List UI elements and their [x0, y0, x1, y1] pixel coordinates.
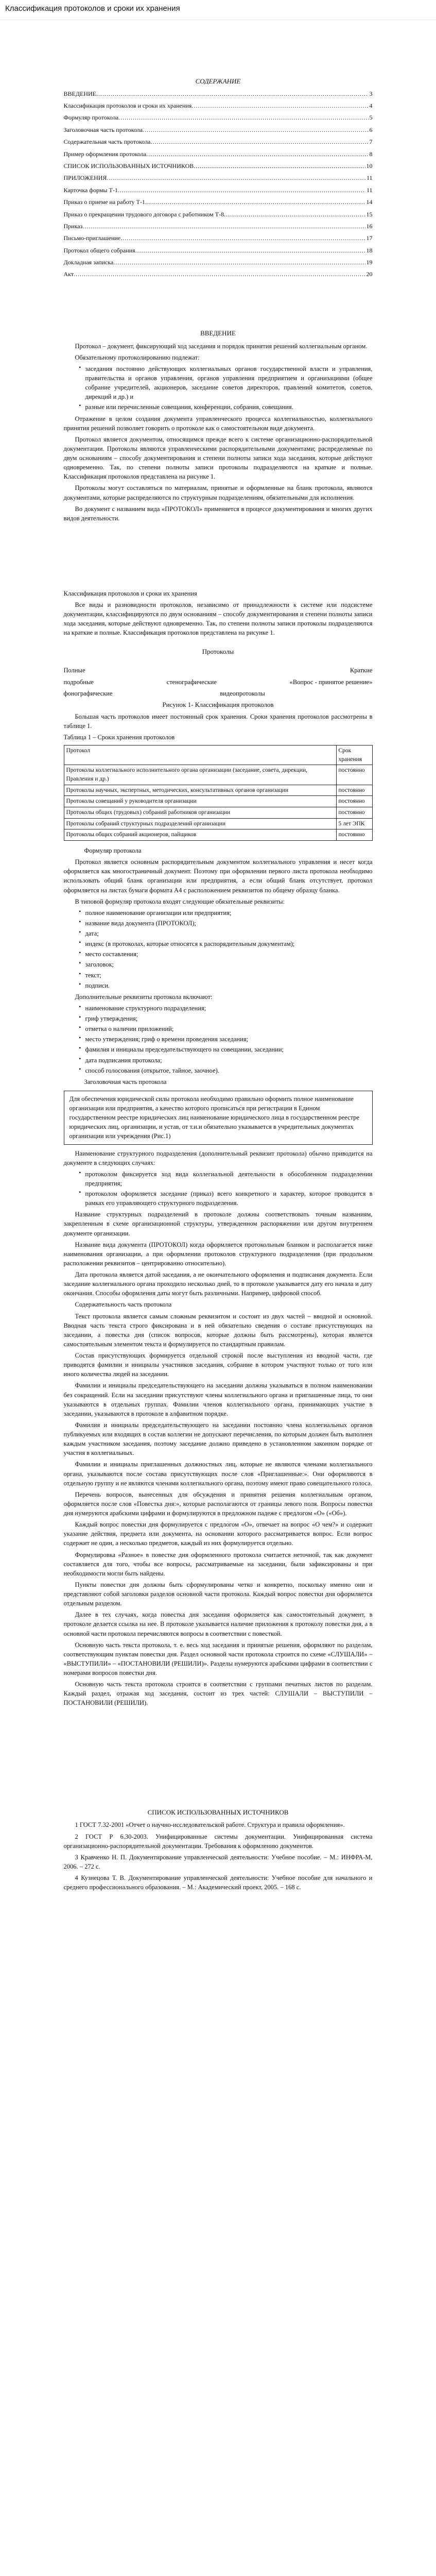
list-item: ▪ полное наименование организации или предприятия;: [79, 908, 373, 918]
paragraph: Протокол является основным распорядительным документом коллегиального управления и несет когда оформляется как многостраничный документ. Поэтому при оформлении первого листа протокола необходимо использовать общий бланк организации или предприятия, а если общий бланк отсутствует, протокол оформляется на листах бумаги формата А4 с расположением реквизитов по общему образцу бланка.: [63, 858, 373, 894]
table-row: [64, 807, 372, 819]
paragraph: Основную часть текста протокола, т. е. весь ход заседания и принятые решения, оформляют по разделам, соответствующим пунктам повестки дня. Раздел основной части протокола строится по схеме «СЛУШАЛИ» – «ВЫСТУПИЛИ» – «ПОСТАНОВИЛИ (РЕШИЛИ)». Разделы нумеруются арабскими цифрами в соответствии с номерами вопросов повестки дня.: [63, 1641, 373, 1677]
toc-item[interactable]: СПИСОК ИСПОЛЬЗОВАННЫХ ИСТОЧНИКОВ ..... 10: [64, 162, 373, 171]
table-row: [64, 765, 372, 785]
table-cell: постоянно: [336, 765, 372, 785]
diagram-node-video: видеопротоколы: [220, 689, 265, 697]
paragraph: Дополнительные реквизиты протокола включают:: [75, 993, 213, 1001]
subdivision-cases-list: [79, 1170, 373, 1208]
toc-item[interactable]: Приказ ..... 16: [64, 222, 373, 231]
diagram-level-1: [64, 666, 373, 675]
list-item: ▪ протоколом фиксируется ход вида коллегиальной деятельности в обособленном подразделении предприятия;: [79, 1170, 373, 1188]
paragraph: Содержательность часть протокола: [75, 1301, 172, 1309]
paragraph: В типовой формуляр протокола входят следующие обязательные реквизиты:: [75, 897, 285, 905]
table-cell: постоянно: [336, 785, 372, 796]
paragraph: Название структурных подразделений в протоколе должны соответствовать точным названиям, закрепленным в схеме организационной структуры, утвержденном распоряжении или другом внутреннем документе организации.: [63, 1211, 373, 1237]
table-row: [64, 785, 372, 796]
table-header-row: [64, 745, 372, 765]
toc-item[interactable]: Пример оформления протокола ..... 8: [64, 150, 373, 159]
list-item: ▪ место утверждения; гриф о времени проведения заседания;: [79, 1035, 373, 1044]
toc-item[interactable]: Докладная записка ..... 19: [64, 258, 373, 267]
table-cell: Протоколы коллегиального исполнительного органа организации (заседание, совета, дирекции, Правления и др.): [64, 765, 336, 785]
table-header-cell: Протокол: [64, 745, 336, 765]
paragraph: Протоколы могут составляться по материалам, принятые и оформленные на бланк протокола, являются документами, которые распределяются по структурным подразделениям, обязательными для исполнения.: [63, 484, 373, 501]
legal-name-note-box: Для обеспечения юридической силы протокола необходимо правильно оформить полное наименование организации или предприятия, а качество которого прописаться при регистрации в Едином государственном реестре юридических лиц наименование юридического лица в государственном реестре юридических лиц, организации, и устав, от т.и.и обязательно указывается в учредительных документах организации или учреждения (Рис.1): [64, 1091, 373, 1145]
table-cell: Протоколы собраний структурных подразделений организации: [64, 818, 336, 829]
storage-periods-table: [64, 745, 373, 841]
toc-item[interactable]: Письмо-приглашение ..... 17: [64, 234, 373, 243]
list-item: ▪ заседания постоянно действующих коллегиальных органов государственной власти и управления, правительства и органов управления, органов управления предприятием и организациями (общее собрание учредителей, акционеров, заседание советов директоров, правлений комитетов, советов, дирекций и др.) и: [79, 364, 373, 402]
required-requisites-list: [79, 908, 373, 990]
paragraph: Обязательному протоколированию подлежат:: [75, 353, 200, 361]
paragraph: Основную часть текста протокола строится в соответствии с группами печатных листов по разделам. Каждый раздел, отражая ход заседания, состоит из трех частей: СЛУШАЛИ – ВЫСТУПИЛИ – ПОСТАНОВИЛИ (РЕШИЛИ).: [63, 1681, 373, 1707]
table-row: [64, 829, 372, 841]
reference-item: 4 Кузнецова Т. В. Документирование управленческой деятельности: Учебное пособие для начального и среднего профессионального образования. – М.: Академический проект, 2005. – 168 с.: [63, 1874, 373, 1891]
paragraph: Все виды и разновидности протоколов, независимо от принадлежности к системе или подсистеме документации, классифицируются по двум основаниям – способу документирования и степени полноты записи хода заседания, которые действуют одновременно. Так, по степени полноты записи протоколы подразделяются на краткие и полные. Классификация протоколов представлена на рисунке 1.: [63, 601, 373, 637]
paragraph: Во документ с названием вида «ПРОТОКОЛ» применяется в процессе документирования и многих других видов деятельности.: [63, 505, 373, 522]
list-item: ▪ наименование структурного подразделения;: [79, 1004, 373, 1013]
toc-item[interactable]: Заголовочная часть протокола ..... 6: [64, 126, 373, 134]
list-item: ▪ место составления;: [79, 950, 373, 959]
table-cell: Протоколы научных, экспертных, методических, консультативных органов организации: [64, 785, 336, 796]
list-item: ▪ дата подписания протокола;: [79, 1056, 373, 1065]
paragraph: Фамилии и инициалы председательствующего на заседании должны указываться в полном наименовании без сокращений. Если на заседании присутствуют члены коллегиального органа и приглашенные лица, то они указываются в отдельных группах. Фамилии членов коллегиального органа, принимающих участие в заседании, указываются в протоколе в алфавитном порядке.: [63, 1382, 373, 1417]
paragraph: Название вида документа (ПРОТОКОЛ) когда оформляется протокольным бланком и располагается ниже наименования организации, а при оформлении протоколов структурного подразделения (при продольном расположении реквизитов – центрированно относительно).: [63, 1241, 373, 1267]
paragraph: Протокол является документом, относящимся прежде всего к системе организационно-распорядительной документации. Протоколы являются управленческими распорядительными документами; распределяемые по двум основаниям – способу документирования и степени полноты записи хода заседания, которые действуют одновременно. Так, по степени полноты записи протоколы подразделяются на краткие и полные. Классификация протоколов представлена на рисунке 1.: [63, 435, 373, 481]
list-item: ▪ индекс (в протоколах, которые относятся к распорядительным документам);: [79, 939, 373, 948]
table-of-contents: [64, 90, 373, 279]
paragraph: Наименование структурного подразделения (дополнительный реквизит протокола) обычно приводится на документе в следующих случаях:: [63, 1149, 373, 1166]
references-list: [64, 1820, 373, 1892]
toc-item[interactable]: Приказ о прекращении трудового договора с работником Т-8 ..... 15: [64, 210, 373, 219]
list-item: ▪ гриф утверждения;: [79, 1014, 373, 1023]
toc-heading: СОДЕРЖАНИЕ: [195, 77, 241, 85]
paragraph: Перечень вопросов, вынесенных для обсуждения и принятия решения коллегиальным органом, оформляется после слов «Повестка дня:», которые располагаются от границы левого поля. Вопросы повестки дня нумеруются арабскими цифрами и формулируются в предложном падеже с предлогом «О» («Об»).: [63, 1490, 373, 1517]
list-item: ▪ текст;: [79, 971, 373, 980]
optional-requisites-list: [79, 1004, 373, 1075]
diagram-node-question-decision: «Вопрос - принятое решение»: [289, 678, 373, 686]
table-row: [64, 818, 372, 829]
table-cell: Протоколы общих собраний акционеров, пайщиков: [64, 829, 336, 841]
toc-item[interactable]: ПРИЛОЖЕНИЯ ..... 11: [64, 174, 373, 182]
table-cell: постоянно: [336, 796, 372, 807]
paragraph: Далее в тех случаях, когда повестка дня заседания оформляется как самостоятельный документ, в протоколе делается ссылка на нее. В протоколе указывается наличие приложения к протоколу повестки дня, а в основной части протокола перечисляются вопросы в соответствии с повесткой.: [63, 1611, 373, 1637]
toc-item[interactable]: Содержательная часть протокола ..... 7: [64, 138, 373, 146]
table-cell: Протоколы общих (трудовых) собраний работников организации: [64, 807, 336, 819]
toc-item[interactable]: Классификация протоколов и сроки их хранения ..... 4: [64, 101, 373, 110]
diagram-node-short: Краткие: [350, 667, 373, 674]
table-caption: Таблица 1 – Сроки хранения протоколов: [63, 733, 175, 741]
page-title: Классификация протоколов и сроки их хранения: [0, 0, 436, 20]
reference-item: 3 Кравченко Н. П. Документирование управленческой деятельности: Учебное пособие. – М.: ИНФРА-М, 2006. – 272 с.: [63, 1853, 373, 1870]
list-item: ▪ способ голосования (открытое, тайное, заочное).: [79, 1066, 373, 1075]
diagram-node-detailed: подробные: [63, 678, 94, 686]
list-item: ▪ название вида документа (ПРОТОКОЛ);: [79, 919, 373, 928]
diagram-node-phonographic: фонографические: [63, 689, 113, 697]
table-cell: 5 лет ЭПК: [336, 818, 372, 829]
paragraph: Дата протокола является датой заседания, а не окончательного оформления и подписания документа. Если заседание коллегиального органа проходило несколько дней, то в протоколе указывается дату его начала и дату окончания. Способы оформления даты могут быть различными. Например, цифровой способ.: [63, 1271, 373, 1297]
document-body: [64, 20, 373, 1936]
diagram-root: Протоколы: [202, 647, 234, 655]
list-item: ▪ протоколом оформляется заседание (приказ) всего конкретного и характер, которое проводится в рамках его управляющего структурного подразделения.: [79, 1189, 373, 1208]
list-item: ▪ дата;: [79, 929, 373, 938]
paragraph: Каждый вопрос повестки дня формулируется с предлогом «О», отвечает на вопрос «О чем?» и содержит указание действия, предмета или документа, на основании которого рассматривается вопрос. Если вопрос содержит не один, а несколько предметов, каждый из них формулируется отдельно.: [63, 1521, 373, 1547]
paragraph: Фамилия и инициалы председательствующего на заседании постоянно члена коллегиальных органов публикуемых или входящих в состав коллегии не допускают перечисления, по которым должен быть выполнен каждым участником заседания, поэтому заседание должно приведено в установленном законном порядке от участия в коллегиальных.: [63, 1421, 373, 1457]
reference-item: 2 ГОСТ Р 6.30-2003. Унифицированные системы документации. Унифицированная система организационно-распорядительной документации. Требования к оформлению документов.: [63, 1833, 373, 1850]
paragraph: Протокол – документ, фиксирующий ход заседания и порядок принятия решений коллегиальным органом.: [75, 342, 368, 350]
figure-caption: Рисунок 1- Классификация протоколов: [162, 700, 274, 708]
header-part-heading: Заголовочная часть протокола: [84, 1078, 167, 1086]
list-item: ▪ фамилия и инициалы председательствующего на совещании, заседании;: [79, 1045, 373, 1054]
table-cell: постоянно: [336, 829, 372, 841]
intro-bullet-list: [79, 364, 373, 412]
list-item: ▪ заголовок;: [79, 960, 373, 969]
toc-item[interactable]: Протокол общего собрания ..... 18: [64, 246, 373, 255]
paragraph: Состав присутствующих формируется отдельной строкой после выступления из вводной части, где приводятся фамилии и инициалы участников заседания, собрание в котором участвуют только от того или иного количества людей на заседании.: [63, 1352, 373, 1378]
diagram-node-full: Полные: [63, 667, 85, 674]
table-row: [64, 796, 372, 807]
table-cell: Протоколы совещаний у руководителя организации: [64, 796, 336, 807]
intro-heading: ВВЕДЕНИЕ: [200, 329, 236, 337]
diagram-level-2: [64, 677, 373, 687]
toc-item[interactable]: Акт ..... 20: [64, 270, 373, 279]
diagram-node-stenographic: стенографические: [166, 678, 217, 686]
table-cell: постоянно: [336, 807, 372, 819]
toc-item[interactable]: Формуляр протокола ..... 5: [64, 113, 373, 122]
toc-item[interactable]: Приказ о приеме на работу Т-1 ..... 14: [64, 198, 373, 207]
paragraph: Пункты повестки дня должны быть сформулированы четко и конкретно, поскольку именно они и представляют собой заголовки разделов основной части протокола. Каждый вопрос повестки дня оформляется отдельным разделом.: [63, 1581, 373, 1607]
references-heading: СПИСОК ИСПОЛЬЗОВАННЫХ ИСТОЧНИКОВ: [147, 1808, 289, 1816]
list-item: ▪ разные или перечисленные совещания, конференции, собрания, совещания.: [79, 402, 373, 412]
diagram-level-3: [64, 689, 373, 698]
formular-heading: Формуляр протокола: [84, 847, 142, 855]
toc-item[interactable]: ВВЕДЕНИЕ ..... 3: [64, 90, 373, 98]
toc-item[interactable]: Карточка формы Т-1 ..... 11: [64, 186, 373, 195]
list-item: ▪ подписи.: [79, 981, 373, 990]
paragraph: Большая часть протоколов имеет постоянный срок хранения. Сроки хранения протоколов рассмотрены в таблице 1.: [63, 713, 373, 730]
paragraph: Фамилии и инициалы приглашенных должностных лиц, которые не являются членами коллегиального органа, указываются после состава присутствующих после слов «Приглашенные:». Они оформляются в отдельную группу и не являются членами коллегиального органа, поэтому имеют право совещательного голоса.: [63, 1461, 373, 1487]
reference-item: 1 ГОСТ 7.32-2001 «Отчет о научно-исследовательской работе. Структура и правила оформления».: [75, 1821, 345, 1829]
paragraph: Отражение в целом создания документа управленческого процесса коллегиальностью, коллегиального принятия решений позволяет говорить о протоколе как о самостоятельном виде документа.: [63, 415, 373, 432]
table-header-cell: Срок хранения: [336, 745, 372, 765]
classification-heading: Классификация протоколов и сроки их хранения: [63, 589, 197, 597]
paragraph: Формулировка «Разное» в повестке дня оформленного протокола считается неточной, так как документ составляется для того, чтобы все вопросы, рассматриваемые на заседании, были зафиксированы и при необходимости могли быть найдены.: [63, 1551, 373, 1577]
list-item: ▪ отметка о наличии приложений;: [79, 1024, 373, 1033]
paragraph: Текст протокола является самым сложным реквизитом и состоит из двух частей – вводной и основной. Вводная часть текста строго фиксирована и в ней обязательно сведения о составе присутствующих на заседании, а повестка дня (список вопросов, которые должны быть рассмотрены), которая является самостоятельным элементом текста и формулируется по стандартным правилам.: [63, 1312, 373, 1348]
